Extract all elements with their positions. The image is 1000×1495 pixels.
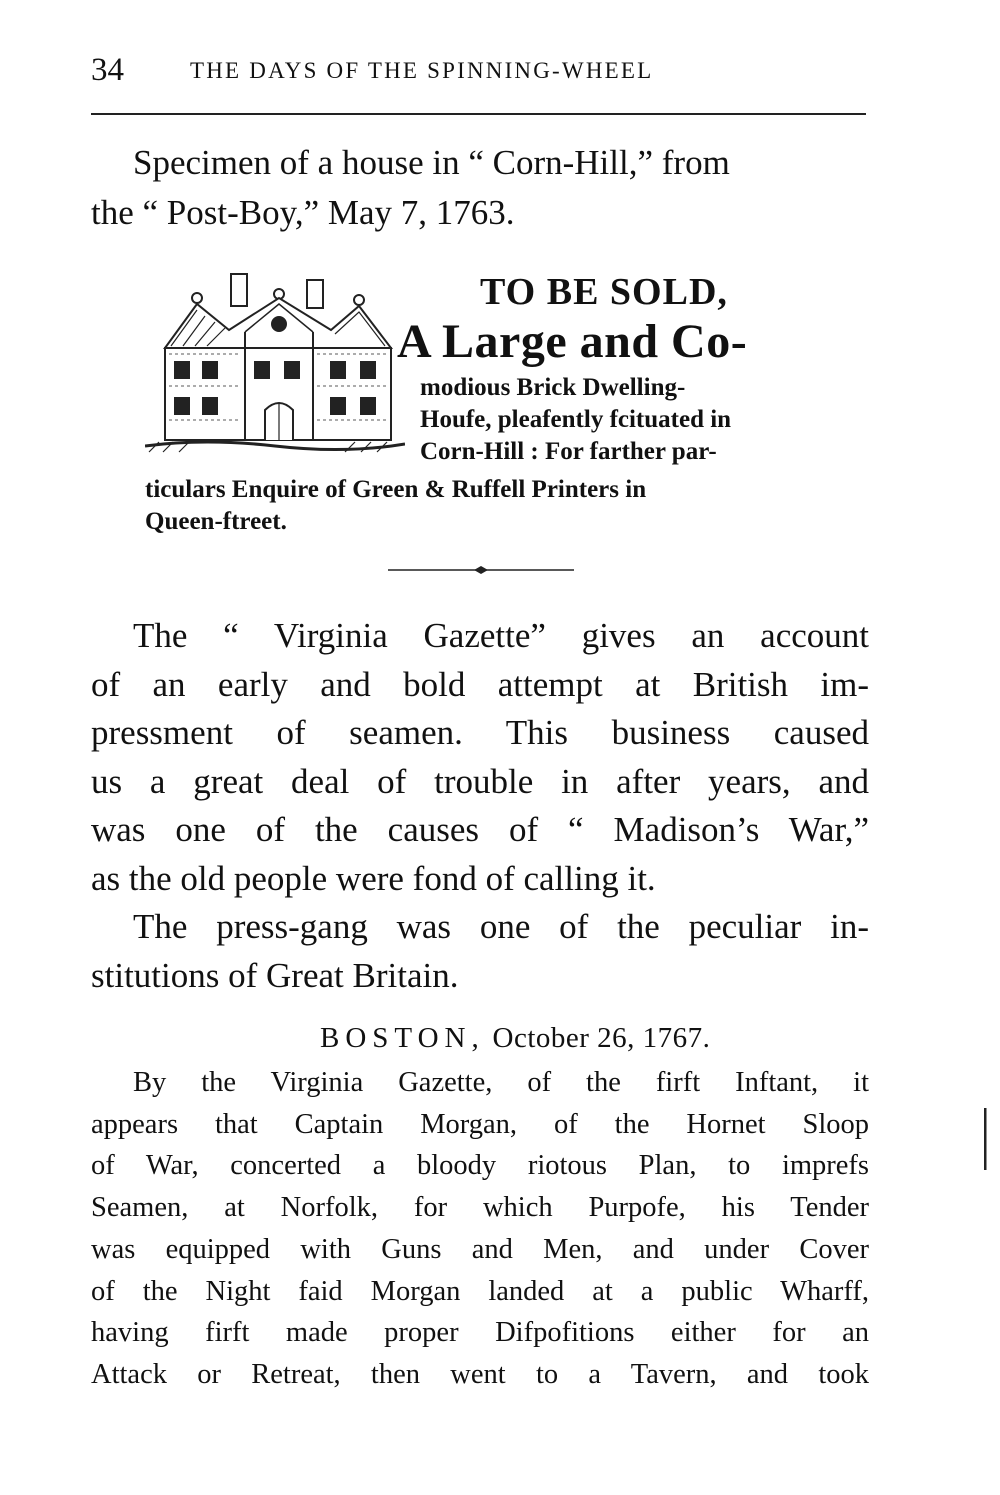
ad-line: Houfe, pleafently fcituated in: [420, 406, 732, 433]
quote-line: of War, concerted a bloody riotous Plan, to imprefs: [91, 1150, 869, 1182]
quote-line: of the Night faid Morgan landed at a public Wharff,: [91, 1275, 869, 1307]
paragraph-line: stitutions of Great Britain.: [91, 955, 459, 995]
running-head: THE DAYS OF THE SPINNING-WHEEL: [190, 58, 654, 83]
quote-line: having firft made proper Difpofitions either for an: [91, 1317, 869, 1349]
ad-line: Queen-ftreet.: [145, 508, 287, 535]
ad-heading-large: A Large and Co-: [397, 315, 748, 368]
dateline: [320, 1022, 710, 1055]
paragraph-line: The “ Virginia Gazette” gives an account: [133, 616, 869, 655]
paragraph-line: us a great deal of trouble in after years, and: [91, 761, 869, 801]
ad-line: modious Brick Dwelling-: [420, 374, 686, 401]
specimen-line-1: Specimen of a house in “ Corn-Hill,” from: [133, 143, 730, 182]
page-header: [91, 52, 871, 92]
dateline-place: BOSTON,: [320, 1022, 485, 1054]
dateline-date: October 26, 1767.: [492, 1022, 711, 1054]
page-number: 34: [91, 52, 124, 88]
quote-line: appears that Captain Morgan, of the Hornet Sloop: [91, 1108, 869, 1140]
body-text: [91, 612, 869, 1000]
ad-line: ticulars Enquire of Green & Ruffell Printers in: [145, 476, 647, 503]
paragraph-line: The press-gang was one of the peculiar in-: [133, 907, 869, 946]
paragraph-line: as the old people were fond of calling it.: [91, 858, 656, 898]
ad-heading-to-be-sold: TO BE SOLD,: [480, 271, 728, 313]
paragraph-line: of an early and bold attempt at British im-: [91, 664, 869, 704]
ad-line: Corn-Hill : For farther par-: [420, 438, 717, 465]
paragraph-line: was one of the causes of “ Madison’s War,”: [91, 810, 869, 849]
advertisement: [145, 262, 825, 547]
section-divider-ornament: [388, 566, 574, 574]
quote-line: Attack or Retreat, then went to a Tavern, and took: [91, 1358, 869, 1390]
specimen-caption: [91, 138, 876, 238]
specimen-line-2: the “ Post-Boy,” May 7, 1763.: [91, 193, 515, 232]
quote-line: Seamen, at Norfolk, for which Purpofe, his Tender: [91, 1192, 869, 1224]
margin-mark: [982, 1108, 988, 1170]
quote-line: was equipped with Guns and Men, and under Cover: [91, 1233, 869, 1265]
quoted-report: [91, 1062, 869, 1396]
paragraph-line: pressment of seamen. This business caused: [91, 713, 869, 752]
header-rule: [91, 113, 866, 115]
quote-line: By the Virginia Gazette, of the firft Inftant, it: [133, 1067, 869, 1098]
house-woodcut-icon: [145, 270, 405, 455]
